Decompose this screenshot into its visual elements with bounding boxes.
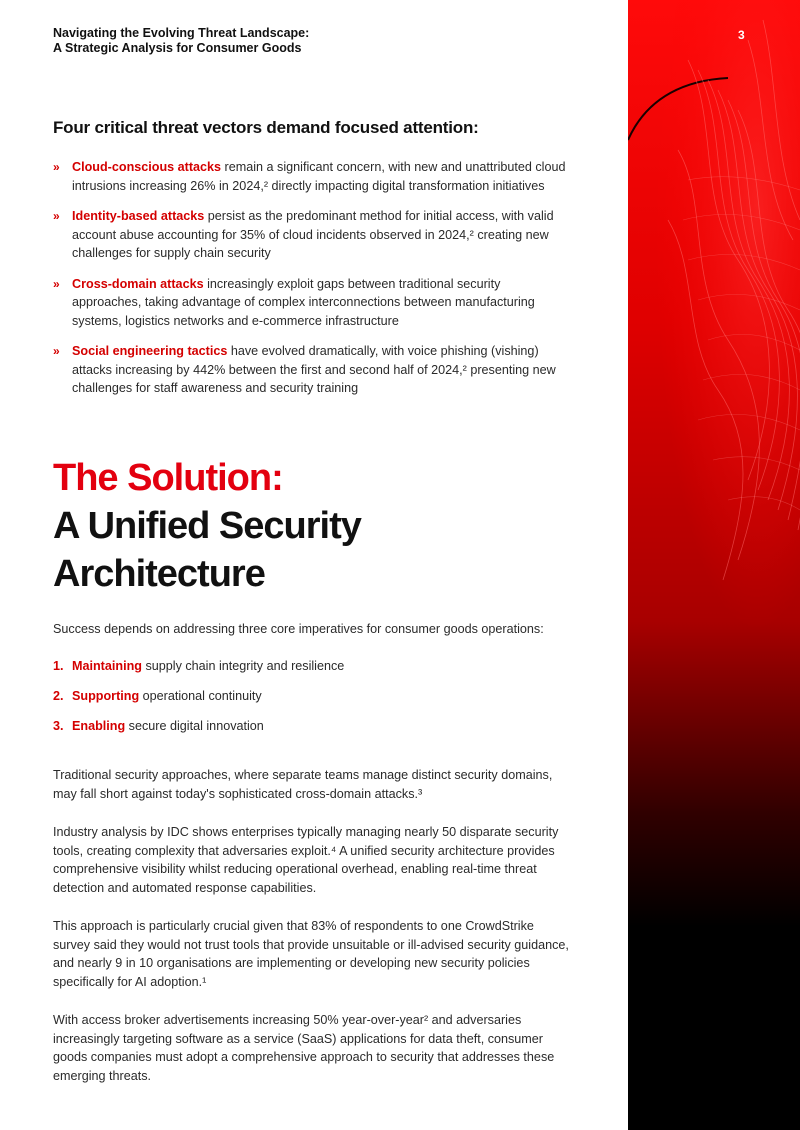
imperative-number: 1. xyxy=(53,659,64,673)
threat-lead: Identity-based attacks xyxy=(72,209,205,223)
solution-intro: Success depends on addressing three core imperatives for consumer goods operations: xyxy=(53,622,544,636)
body-paragraph: Traditional security approaches, where separate teams manage distinct security domains, may fall short against today's sophisticated cross-domain attacks.³ xyxy=(53,768,553,801)
threat-text: increasingly exploit gaps between traditional security approaches, taking advantage of complex interconnections between manufacturing systems, logistics networks and e-commerce infrastructure xyxy=(72,276,535,328)
double-chevron-icon: » xyxy=(53,209,60,223)
threat-item xyxy=(53,207,573,263)
header-title-line-1: Navigating the Evolving Threat Landscape: xyxy=(53,26,310,40)
double-chevron-icon: » xyxy=(53,160,60,174)
threat-lead: Cloud-conscious attacks xyxy=(72,160,222,174)
threat-lead: Social engineering tactics xyxy=(72,344,228,358)
running-header xyxy=(53,26,573,56)
body-paragraph: This approach is particularly crucial given that 83% of respondents to one CrowdStrike survey said they would not trust tools that provide unsuitable or ill-advised security guidance, and nearly 9 in 10 organisations are implementing or developing new security policies specifically for AI adoption.¹ xyxy=(53,919,569,990)
threat-item xyxy=(53,342,573,398)
imperative-number: 3. xyxy=(53,719,64,733)
header-title-line-2: A Strategic Analysis for Consumer Goods xyxy=(53,41,302,55)
imperative-text: operational continuity xyxy=(139,689,262,703)
imperative-item xyxy=(53,717,573,747)
double-chevron-icon: » xyxy=(53,276,60,291)
body-paragraph: Industry analysis by IDC shows enterprises typically managing nearly 50 disparate security tools, creating complexity that adversaries exploit.⁴ A unified security architecture provides comprehensive visibility whilst reducing operational overhead, enabling real-time threat detection and automated response capabilities. xyxy=(53,825,559,896)
imperative-lead: Maintaining xyxy=(72,659,142,673)
imperative-lead: Enabling xyxy=(72,719,126,733)
imperatives-list xyxy=(53,657,573,747)
page-number: 3 xyxy=(738,28,745,42)
imperative-number: 2. xyxy=(53,689,64,703)
threat-lead: Cross-domain attacks xyxy=(72,276,204,291)
solution-title xyxy=(53,454,593,598)
imperative-item xyxy=(53,687,573,717)
threat-item xyxy=(53,158,573,195)
imperative-text: supply chain integrity and resilience xyxy=(141,659,345,673)
threat-item xyxy=(53,275,573,331)
double-chevron-icon: » xyxy=(53,344,60,358)
decorative-wave-panel xyxy=(628,0,800,1130)
solution-title-red: The Solution: xyxy=(53,457,283,499)
threat-list xyxy=(53,158,573,410)
threat-text: remain a significant concern, with new and unattributed cloud intrusions increasing 26% in 2024,² directly impacting digital transformation initiatives xyxy=(72,160,566,193)
threats-heading: Four critical threat vectors demand focused attention: xyxy=(53,118,479,137)
solution-title-line-3: Architecture xyxy=(53,553,265,595)
imperative-text: secure digital innovation xyxy=(125,719,264,733)
body-paragraph: With access broker advertisements increasing 50% year-over-year² and adversaries increasingly targeting software as a service (SaaS) applications for data theft, consumer goods companies must adopt a comprehensive approach to security that addresses these emerging threats. xyxy=(53,1013,555,1084)
solution-title-line-2: A Unified Security xyxy=(53,505,361,547)
threat-text: have evolved dramatically, with voice phishing (vishing) attacks increasing by 442% between the first and second half of 2024,² presenting new challenges for staff awareness and security training xyxy=(72,344,556,395)
imperative-item xyxy=(53,657,573,687)
threat-text: persist as the predominant method for initial access, with valid account abuse accounting for 35% of cloud incidents observed in 2024,² creating new challenges for supply chain security xyxy=(72,209,554,260)
imperative-lead: Supporting xyxy=(72,689,140,703)
